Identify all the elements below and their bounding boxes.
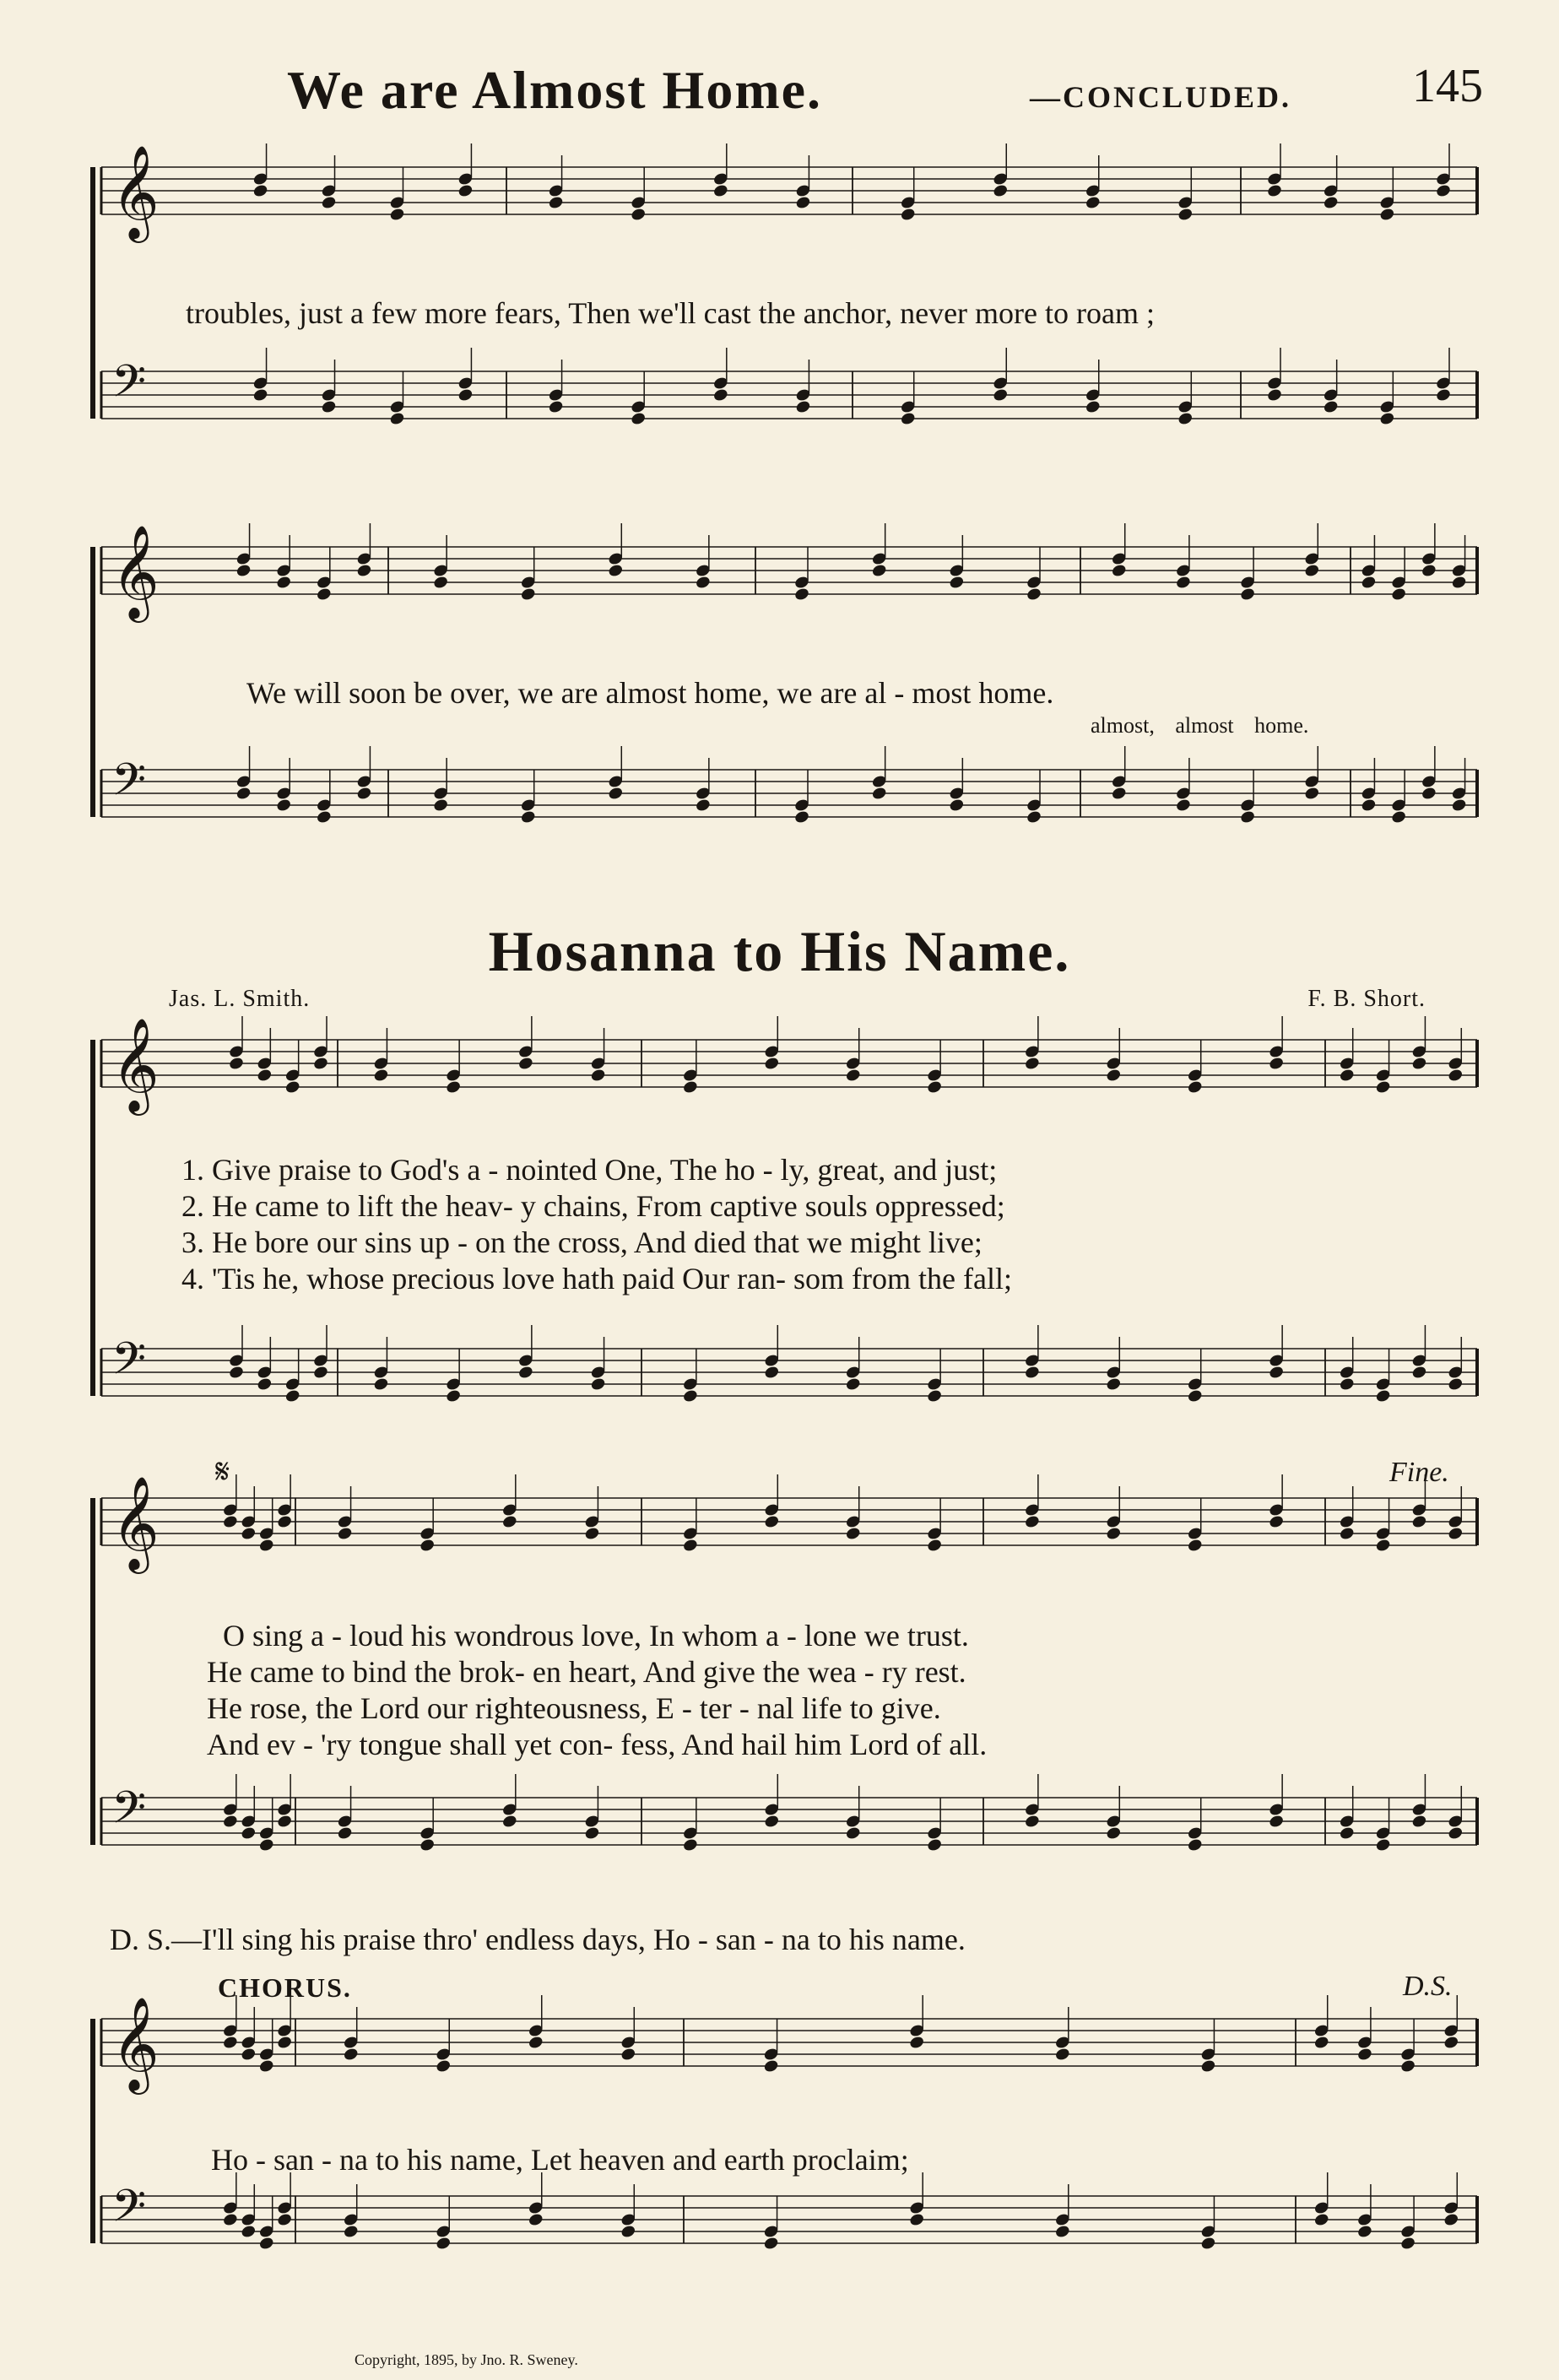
note-head: [763, 1056, 780, 1071]
note-head: [926, 1079, 943, 1095]
note-head: [276, 1814, 293, 1829]
note-head: [284, 1079, 301, 1095]
page-number: 145: [1412, 60, 1483, 112]
verse-line: 1. Give praise to God's a - nointed One, The ho - ly, great, and just;: [181, 1153, 998, 1187]
note-head: [607, 563, 624, 578]
note-head: [607, 786, 624, 801]
note-head: [1187, 1079, 1204, 1095]
note-head: [258, 2058, 275, 2074]
note-head: [845, 1826, 862, 1841]
note-head: [763, 2236, 780, 2251]
verse-line: And ev - 'ry tongue shall yet con- fess, And hail him Lord of all.: [207, 1728, 988, 1761]
note-head: [343, 2224, 360, 2239]
note-head: [276, 2035, 293, 2050]
note-head: [900, 207, 917, 222]
note-head: [1177, 411, 1194, 426]
note-head: [258, 1837, 275, 1853]
note-head: [1411, 1514, 1428, 1529]
note-head: [240, 1526, 257, 1541]
note-head: [1411, 1814, 1428, 1829]
note-head: [1303, 563, 1320, 578]
note-head: [222, 1814, 239, 1829]
note-head: [252, 183, 269, 198]
ds-lyric-line: D. S.—I'll sing his praise thro' endless days, Ho - san - na to his name.: [110, 1923, 966, 1956]
note-head: [228, 1056, 245, 1071]
note-head: [590, 1068, 607, 1083]
note-head: [1421, 786, 1437, 801]
note-head: [419, 1538, 436, 1553]
note-head: [1239, 587, 1256, 602]
note-head: [275, 575, 292, 590]
note-head: [1399, 2236, 1416, 2251]
note-head: [1187, 1388, 1204, 1404]
hymn2-title: Hosanna to His Name.: [488, 919, 1071, 983]
note-head: [252, 387, 269, 403]
note-head: [501, 1814, 518, 1829]
note-head: [682, 1538, 699, 1553]
note-head: [871, 786, 888, 801]
note-head: [1187, 1837, 1204, 1853]
treble-clef-icon: 𝄞: [111, 524, 160, 619]
note-head: [1313, 2035, 1330, 2050]
note-head: [1447, 1826, 1464, 1841]
note-head: [1390, 587, 1407, 602]
hymn-title: We are Almost Home.: [287, 60, 823, 120]
alto-lyric: almost, almost home.: [1091, 713, 1309, 738]
note-head: [312, 1365, 329, 1380]
note-head: [312, 1056, 329, 1071]
note-head: [949, 798, 966, 813]
verse-line: He rose, the Lord our righteousness, E - ter - nal life to give.: [207, 1691, 941, 1725]
note-head: [222, 2212, 239, 2227]
bass-clef-icon: 𝄢: [111, 1333, 147, 1396]
note-head: [520, 587, 537, 602]
note-head: [1105, 1526, 1122, 1541]
fine-marking: Fine.: [1389, 1457, 1449, 1488]
note-head: [1361, 798, 1378, 813]
note-head: [584, 1826, 601, 1841]
note-head: [1451, 798, 1468, 813]
note-head: [845, 1377, 862, 1392]
note-head: [1024, 1365, 1041, 1380]
note-head: [1175, 575, 1192, 590]
note-head: [419, 1837, 436, 1853]
note-head: [432, 798, 449, 813]
note-head: [763, 1514, 780, 1529]
note-head: [1268, 1056, 1285, 1071]
treble-clef-icon: 𝄞: [111, 1475, 160, 1570]
concluded-label: —CONCLUDED.: [1030, 80, 1292, 114]
note-head: [1323, 195, 1340, 210]
note-head: [793, 809, 810, 825]
note-head: [337, 1526, 354, 1541]
note-head: [389, 411, 406, 426]
note-head: [389, 207, 406, 222]
note-head: [1375, 1079, 1392, 1095]
note-head: [1323, 399, 1340, 414]
note-head: [1105, 1377, 1122, 1392]
note-head: [1054, 2224, 1071, 2239]
note-head: [926, 1388, 943, 1404]
note-head: [682, 1079, 699, 1095]
note-head: [457, 387, 474, 403]
note-head: [1375, 1388, 1392, 1404]
note-head: [845, 1526, 862, 1541]
note-head: [1356, 2224, 1373, 2239]
note-head: [235, 786, 252, 801]
note-head: [517, 1365, 534, 1380]
note-head: [1443, 2035, 1459, 2050]
note-head: [1361, 575, 1378, 590]
note-head: [337, 1826, 354, 1841]
note-head: [1379, 411, 1396, 426]
note-head: [528, 2212, 544, 2227]
note-head: [763, 1814, 780, 1829]
bass-clef-icon: 𝄢: [111, 755, 147, 817]
note-head: [620, 2224, 636, 2239]
note-head: [712, 183, 729, 198]
note-head: [1411, 1056, 1428, 1071]
note-head: [1451, 575, 1468, 590]
verse-line: He came to bind the brok- en heart, And give the wea - ry rest.: [207, 1655, 966, 1689]
note-head: [356, 563, 373, 578]
note-head: [520, 809, 537, 825]
note-head: [1339, 1526, 1356, 1541]
note-head: [343, 2047, 360, 2062]
note-head: [432, 575, 449, 590]
note-head: [1111, 563, 1128, 578]
note-head: [1024, 1056, 1041, 1071]
note-head: [240, 1826, 257, 1841]
note-head: [1375, 1837, 1392, 1853]
verse-line: 3. He bore our sins up - on the cross, And died that we might live;: [181, 1225, 982, 1259]
note-head: [1268, 1514, 1285, 1529]
note-head: [1435, 387, 1452, 403]
treble-clef-icon: 𝄞: [111, 1017, 160, 1112]
chorus-lyric: Ho - san - na to his name, Let heaven and earth proclaim;: [211, 2143, 909, 2177]
note-head: [908, 2035, 925, 2050]
note-head: [276, 2212, 293, 2227]
note-head: [949, 575, 966, 590]
lyric-line: troubles, just a few more fears, Then we'll cast the anchor, never more to roam ;: [186, 296, 1155, 330]
note-head: [1026, 809, 1042, 825]
note-head: [1447, 1068, 1464, 1083]
note-head: [712, 387, 729, 403]
note-head: [316, 809, 333, 825]
bass-clef-icon: 𝄢: [111, 1782, 147, 1845]
note-head: [1026, 587, 1042, 602]
note-head: [356, 786, 373, 801]
note-head: [258, 1538, 275, 1553]
note-head: [590, 1377, 607, 1392]
note-head: [1105, 1068, 1122, 1083]
note-head: [257, 1377, 273, 1392]
note-head: [926, 1837, 943, 1853]
chorus-ds-marking: D.S.: [1403, 1971, 1453, 2002]
note-head: [258, 2236, 275, 2251]
note-head: [1390, 809, 1407, 825]
note-head: [992, 183, 1009, 198]
note-head: [275, 798, 292, 813]
note-head: [445, 1388, 462, 1404]
note-head: [1313, 2212, 1330, 2227]
verse-line: O sing a - loud his wondrous love, In whom a - lone we trust.: [223, 1619, 969, 1652]
note-head: [222, 1514, 239, 1529]
note-head: [321, 195, 338, 210]
bass-clef-icon: 𝄢: [111, 356, 147, 419]
note-head: [457, 183, 474, 198]
note-head: [240, 2047, 257, 2062]
note-head: [1177, 207, 1194, 222]
note-head: [695, 575, 712, 590]
note-head: [1339, 1377, 1356, 1392]
note-head: [1111, 786, 1128, 801]
note-head: [795, 195, 812, 210]
note-head: [548, 195, 565, 210]
note-head: [373, 1068, 390, 1083]
note-head: [1024, 1514, 1041, 1529]
note-head: [1447, 1526, 1464, 1541]
note-head: [1443, 2212, 1459, 2227]
note-head: [1266, 183, 1283, 198]
note-head: [1105, 1826, 1122, 1841]
note-head: [763, 1365, 780, 1380]
note-head: [900, 411, 917, 426]
note-head: [1339, 1826, 1356, 1841]
note-head: [845, 1068, 862, 1083]
note-head: [871, 563, 888, 578]
note-head: [908, 2212, 925, 2227]
note-head: [235, 563, 252, 578]
note-head: [1239, 809, 1256, 825]
note-head: [1375, 1538, 1392, 1553]
lyricist-credit: Jas. L. Smith.: [169, 986, 311, 1012]
note-head: [1024, 1814, 1041, 1829]
note-head: [1421, 563, 1437, 578]
note-head: [763, 2058, 780, 2074]
note-head: [1266, 387, 1283, 403]
note-head: [445, 1079, 462, 1095]
note-head: [517, 1056, 534, 1071]
composer-credit: F. B. Short.: [1307, 986, 1426, 1012]
note-head: [1175, 798, 1192, 813]
note-head: [620, 2047, 636, 2062]
note-head: [682, 1388, 699, 1404]
verse-line: 2. He came to lift the heav- y chains, From captive souls oppressed;: [181, 1189, 1005, 1223]
note-head: [1085, 399, 1102, 414]
chorus-label: CHORUS.: [218, 1972, 352, 2003]
note-head: [926, 1538, 943, 1553]
note-head: [316, 587, 333, 602]
treble-clef-icon: 𝄞: [111, 144, 160, 239]
note-head: [1411, 1365, 1428, 1380]
note-head: [1339, 1068, 1356, 1083]
note-head: [1268, 1365, 1285, 1380]
note-head: [1054, 2047, 1071, 2062]
note-head: [257, 1068, 273, 1083]
note-head: [1399, 2058, 1416, 2074]
note-head: [435, 2236, 452, 2251]
note-head: [630, 207, 647, 222]
note-head: [222, 2035, 239, 2050]
note-head: [695, 798, 712, 813]
note-head: [1085, 195, 1102, 210]
note-head: [228, 1365, 245, 1380]
note-head: [1303, 786, 1320, 801]
note-head: [1187, 1538, 1204, 1553]
lyric-line: We will soon be over, we are almost home, we are al - most home.: [246, 676, 1054, 710]
note-head: [276, 1514, 293, 1529]
note-head: [992, 387, 1009, 403]
note-head: [1200, 2236, 1217, 2251]
note-head: [1435, 183, 1452, 198]
note-head: [682, 1837, 699, 1853]
note-head: [584, 1526, 601, 1541]
note-head: [321, 399, 338, 414]
note-head: [795, 399, 812, 414]
note-head: [501, 1514, 518, 1529]
note-head: [548, 399, 565, 414]
note-head: [284, 1388, 301, 1404]
note-head: [793, 587, 810, 602]
note-head: [1200, 2058, 1217, 2074]
note-head: [528, 2035, 544, 2050]
note-head: [1268, 1814, 1285, 1829]
note-head: [1379, 207, 1396, 222]
segno-sign: 𝄋: [215, 1452, 230, 1490]
treble-clef-icon: 𝄞: [111, 1996, 160, 2091]
note-head: [373, 1377, 390, 1392]
note-head: [1356, 2047, 1373, 2062]
note-head: [240, 2224, 257, 2239]
verse-line: 4. 'Tis he, whose precious love hath paid Our ran- som from the fall;: [181, 1262, 1012, 1295]
copyright-notice: Copyright, 1895, by Jno. R. Sweney.: [355, 2351, 578, 2368]
note-head: [1447, 1377, 1464, 1392]
bass-clef-icon: 𝄢: [111, 2181, 147, 2243]
note-head: [630, 411, 647, 426]
note-head: [435, 2058, 452, 2074]
